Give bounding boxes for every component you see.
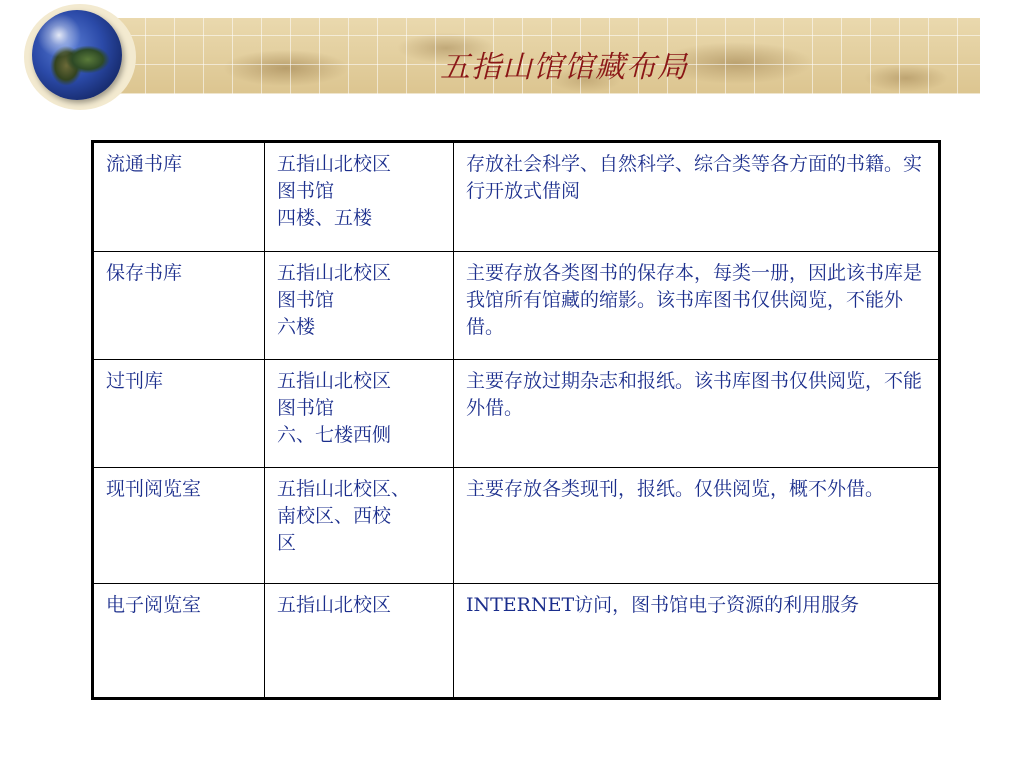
location-line: 图书馆	[277, 289, 335, 311]
location-line: 南校区、西校	[277, 505, 392, 527]
location-line: 图书馆	[277, 180, 335, 202]
globe-icon	[32, 10, 122, 100]
collection-name-cell: 保存书库	[93, 252, 265, 360]
collection-name-cell: 电子阅览室	[93, 584, 265, 699]
table-row	[93, 360, 940, 468]
description-cell: 主要存放过期杂志和报纸。该书库图书仅供阅览，不能外借。	[454, 360, 940, 468]
location-line: 区	[277, 532, 297, 554]
location-line: 五指山北校区	[277, 594, 392, 616]
location-line: 五指山北校区	[277, 153, 392, 175]
location-line: 五指山北校区	[277, 370, 392, 392]
description-cell: 主要存放各类现刊，报纸。仅供阅览，概不外借。	[454, 468, 940, 584]
location-cell	[265, 360, 454, 468]
collection-name-cell: 现刊阅览室	[93, 468, 265, 584]
description-cell: 存放社会科学、自然科学、综合类等各方面的书籍。实行开放式借阅	[454, 142, 940, 252]
location-line: 六、七楼西侧	[277, 424, 392, 446]
collection-layout-table	[91, 140, 941, 700]
description-cell: INTERNET访问，图书馆电子资源的利用服务	[454, 584, 940, 699]
location-line: 四楼、五楼	[277, 207, 373, 229]
table-row	[93, 142, 940, 252]
location-line: 六楼	[277, 316, 316, 338]
location-line: 图书馆	[277, 397, 335, 419]
table-row	[93, 584, 940, 699]
collection-name-cell: 过刊库	[93, 360, 265, 468]
description-cell: 主要存放各类图书的保存本，每类一册，因此该书库是我馆所有馆藏的缩影。该书库图书仅供阅览，不能外借。	[454, 252, 940, 360]
table-row	[93, 252, 940, 360]
location-cell	[265, 584, 454, 699]
location-cell	[265, 468, 454, 584]
location-cell	[265, 142, 454, 252]
location-line: 五指山北校区	[277, 262, 392, 284]
table-row	[93, 468, 940, 584]
page-title: 五指山馆馆藏布局	[440, 50, 688, 85]
collection-name-cell: 流通书库	[93, 142, 265, 252]
location-cell	[265, 252, 454, 360]
location-line: 五指山北校区、	[277, 478, 411, 500]
